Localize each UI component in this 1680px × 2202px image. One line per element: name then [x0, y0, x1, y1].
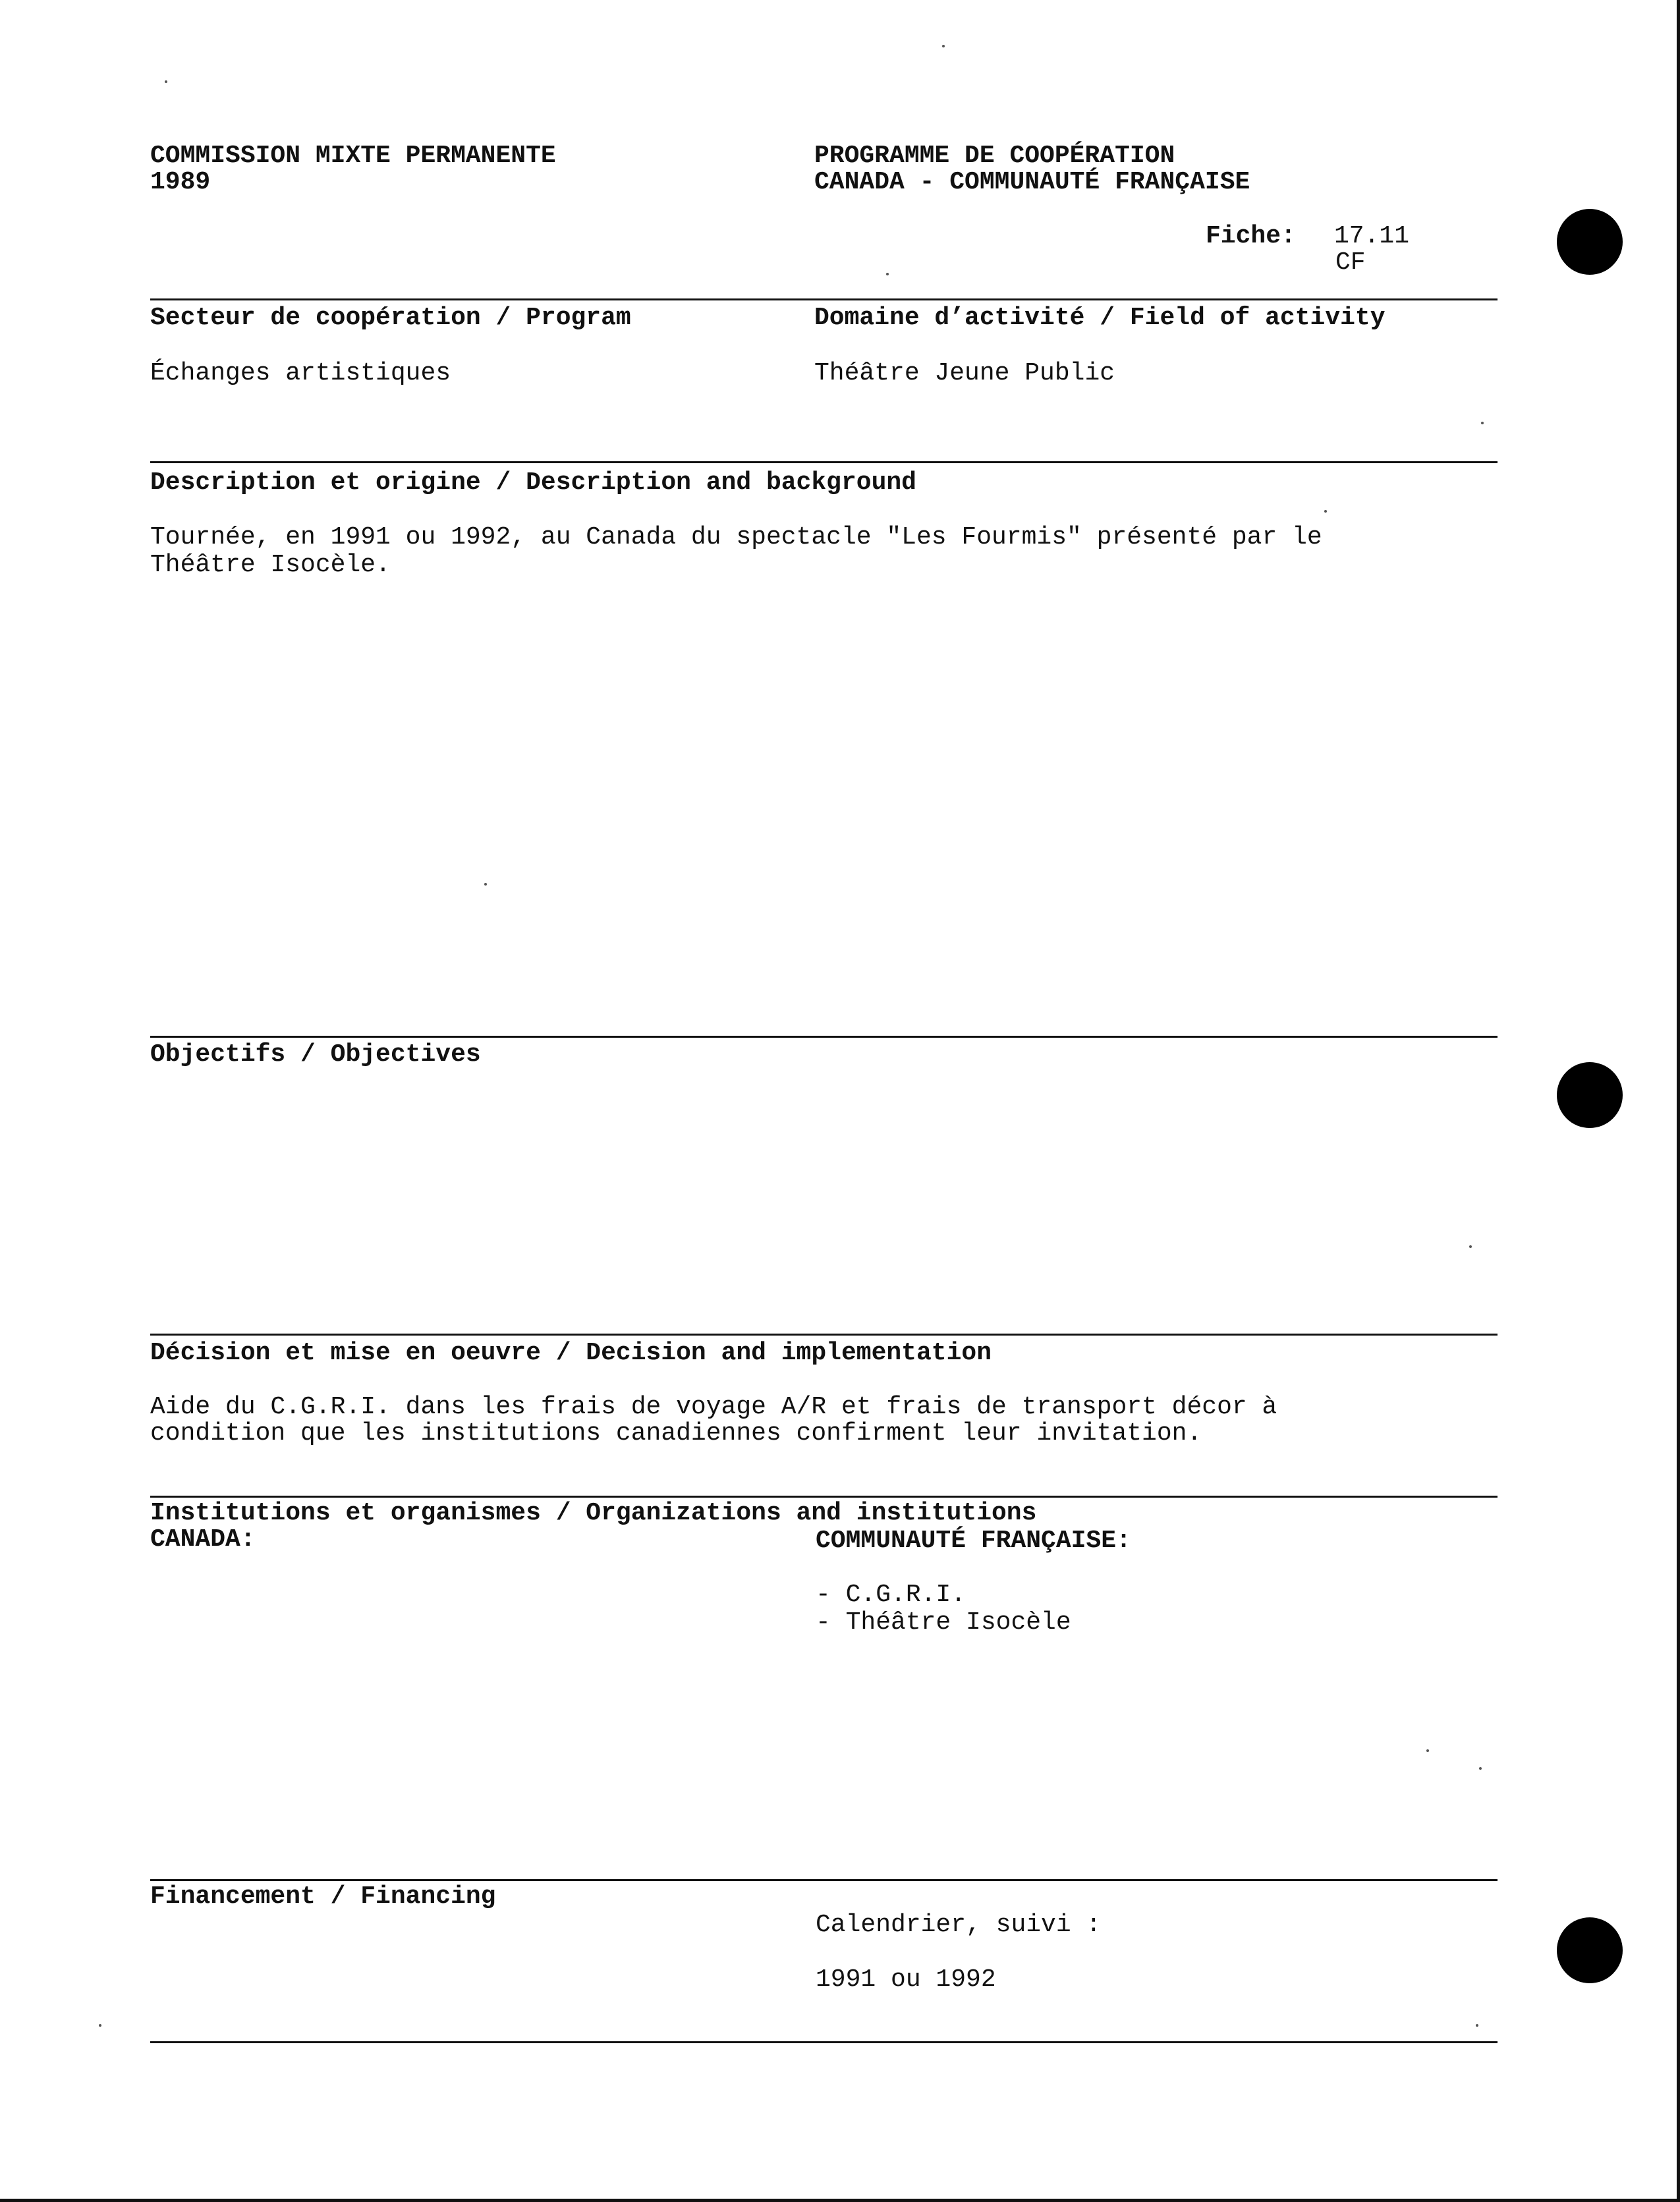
scan-speck: [1469, 1245, 1472, 1248]
divider-objectives: [150, 1036, 1498, 1038]
calendar-value: 1991 ou 1992: [816, 1965, 996, 1994]
fiche-code: CF: [1335, 248, 1366, 277]
header-left-line1: COMMISSION MIXTE PERMANENTE: [150, 142, 556, 170]
scan-speck: [1476, 2024, 1478, 2027]
decision-heading: Décision et mise en oeuvre / Decision and implementation: [150, 1339, 992, 1367]
description-heading: Description et origine / Description and background: [150, 468, 916, 497]
header-right-line2: CANADA - COMMUNAUTÉ FRANÇAISE: [814, 168, 1250, 196]
scan-edge-right: [1677, 0, 1680, 2202]
header-right-line1: PROGRAMME DE COOPÉRATION: [814, 142, 1175, 170]
program-heading: Secteur de coopération / Program: [150, 304, 631, 332]
scan-speck: [484, 883, 487, 886]
field-heading: Domaine d’activité / Field of activity: [814, 304, 1386, 332]
punch-hole-bottom: [1557, 1917, 1623, 1983]
fiche-label: Fiche:: [1206, 222, 1296, 250]
divider-description: [150, 461, 1498, 463]
calendar-label: Calendrier, suivi :: [816, 1911, 1102, 1939]
divider-decision: [150, 1334, 1498, 1336]
description-line2: Théâtre Isocèle.: [150, 551, 391, 579]
scan-speck: [165, 80, 167, 83]
scan-speck: [886, 273, 889, 275]
punch-hole-top: [1557, 209, 1623, 275]
institutions-heading: Institutions et organismes / Organizations and institutions: [150, 1499, 1037, 1527]
description-line1: Tournée, en 1991 ou 1992, au Canada du spectacle "Les Fourmis" présenté par le: [150, 523, 1322, 551]
objectives-heading: Objectifs / Objectives: [150, 1040, 481, 1069]
scan-speck: [1479, 1767, 1482, 1770]
field-value: Théâtre Jeune Public: [814, 359, 1115, 387]
financing-heading: Financement / Financing: [150, 1882, 496, 1911]
canada-label: CANADA:: [150, 1525, 256, 1554]
communaute-francaise-label: COMMUNAUTÉ FRANÇAISE:: [816, 1527, 1131, 1555]
scan-speck: [1481, 422, 1484, 424]
scan-speck: [99, 2024, 101, 2027]
divider-bottom: [150, 2041, 1498, 2043]
fiche-number: 17.11: [1334, 222, 1410, 250]
decision-line2: condition que les institutions canadiennes confirment leur invitation.: [150, 1419, 1202, 1448]
program-value: Échanges artistiques: [150, 359, 451, 387]
header-left-line2: 1989: [150, 168, 211, 196]
cf-institution-item: - Théâtre Isocèle: [816, 1608, 1071, 1637]
scan-speck: [1426, 1749, 1429, 1752]
divider-program: [150, 298, 1498, 300]
decision-line1: Aide du C.G.R.I. dans les frais de voyage A/R et frais de transport décor à: [150, 1393, 1277, 1421]
scan-edge-bottom: [0, 2199, 1680, 2202]
scan-speck: [942, 45, 945, 47]
scan-speck: [1324, 510, 1327, 513]
punch-hole-middle: [1557, 1062, 1623, 1128]
divider-financing: [150, 1879, 1498, 1881]
cf-institution-item: - C.G.R.I.: [816, 1581, 966, 1609]
divider-institutions: [150, 1496, 1498, 1498]
